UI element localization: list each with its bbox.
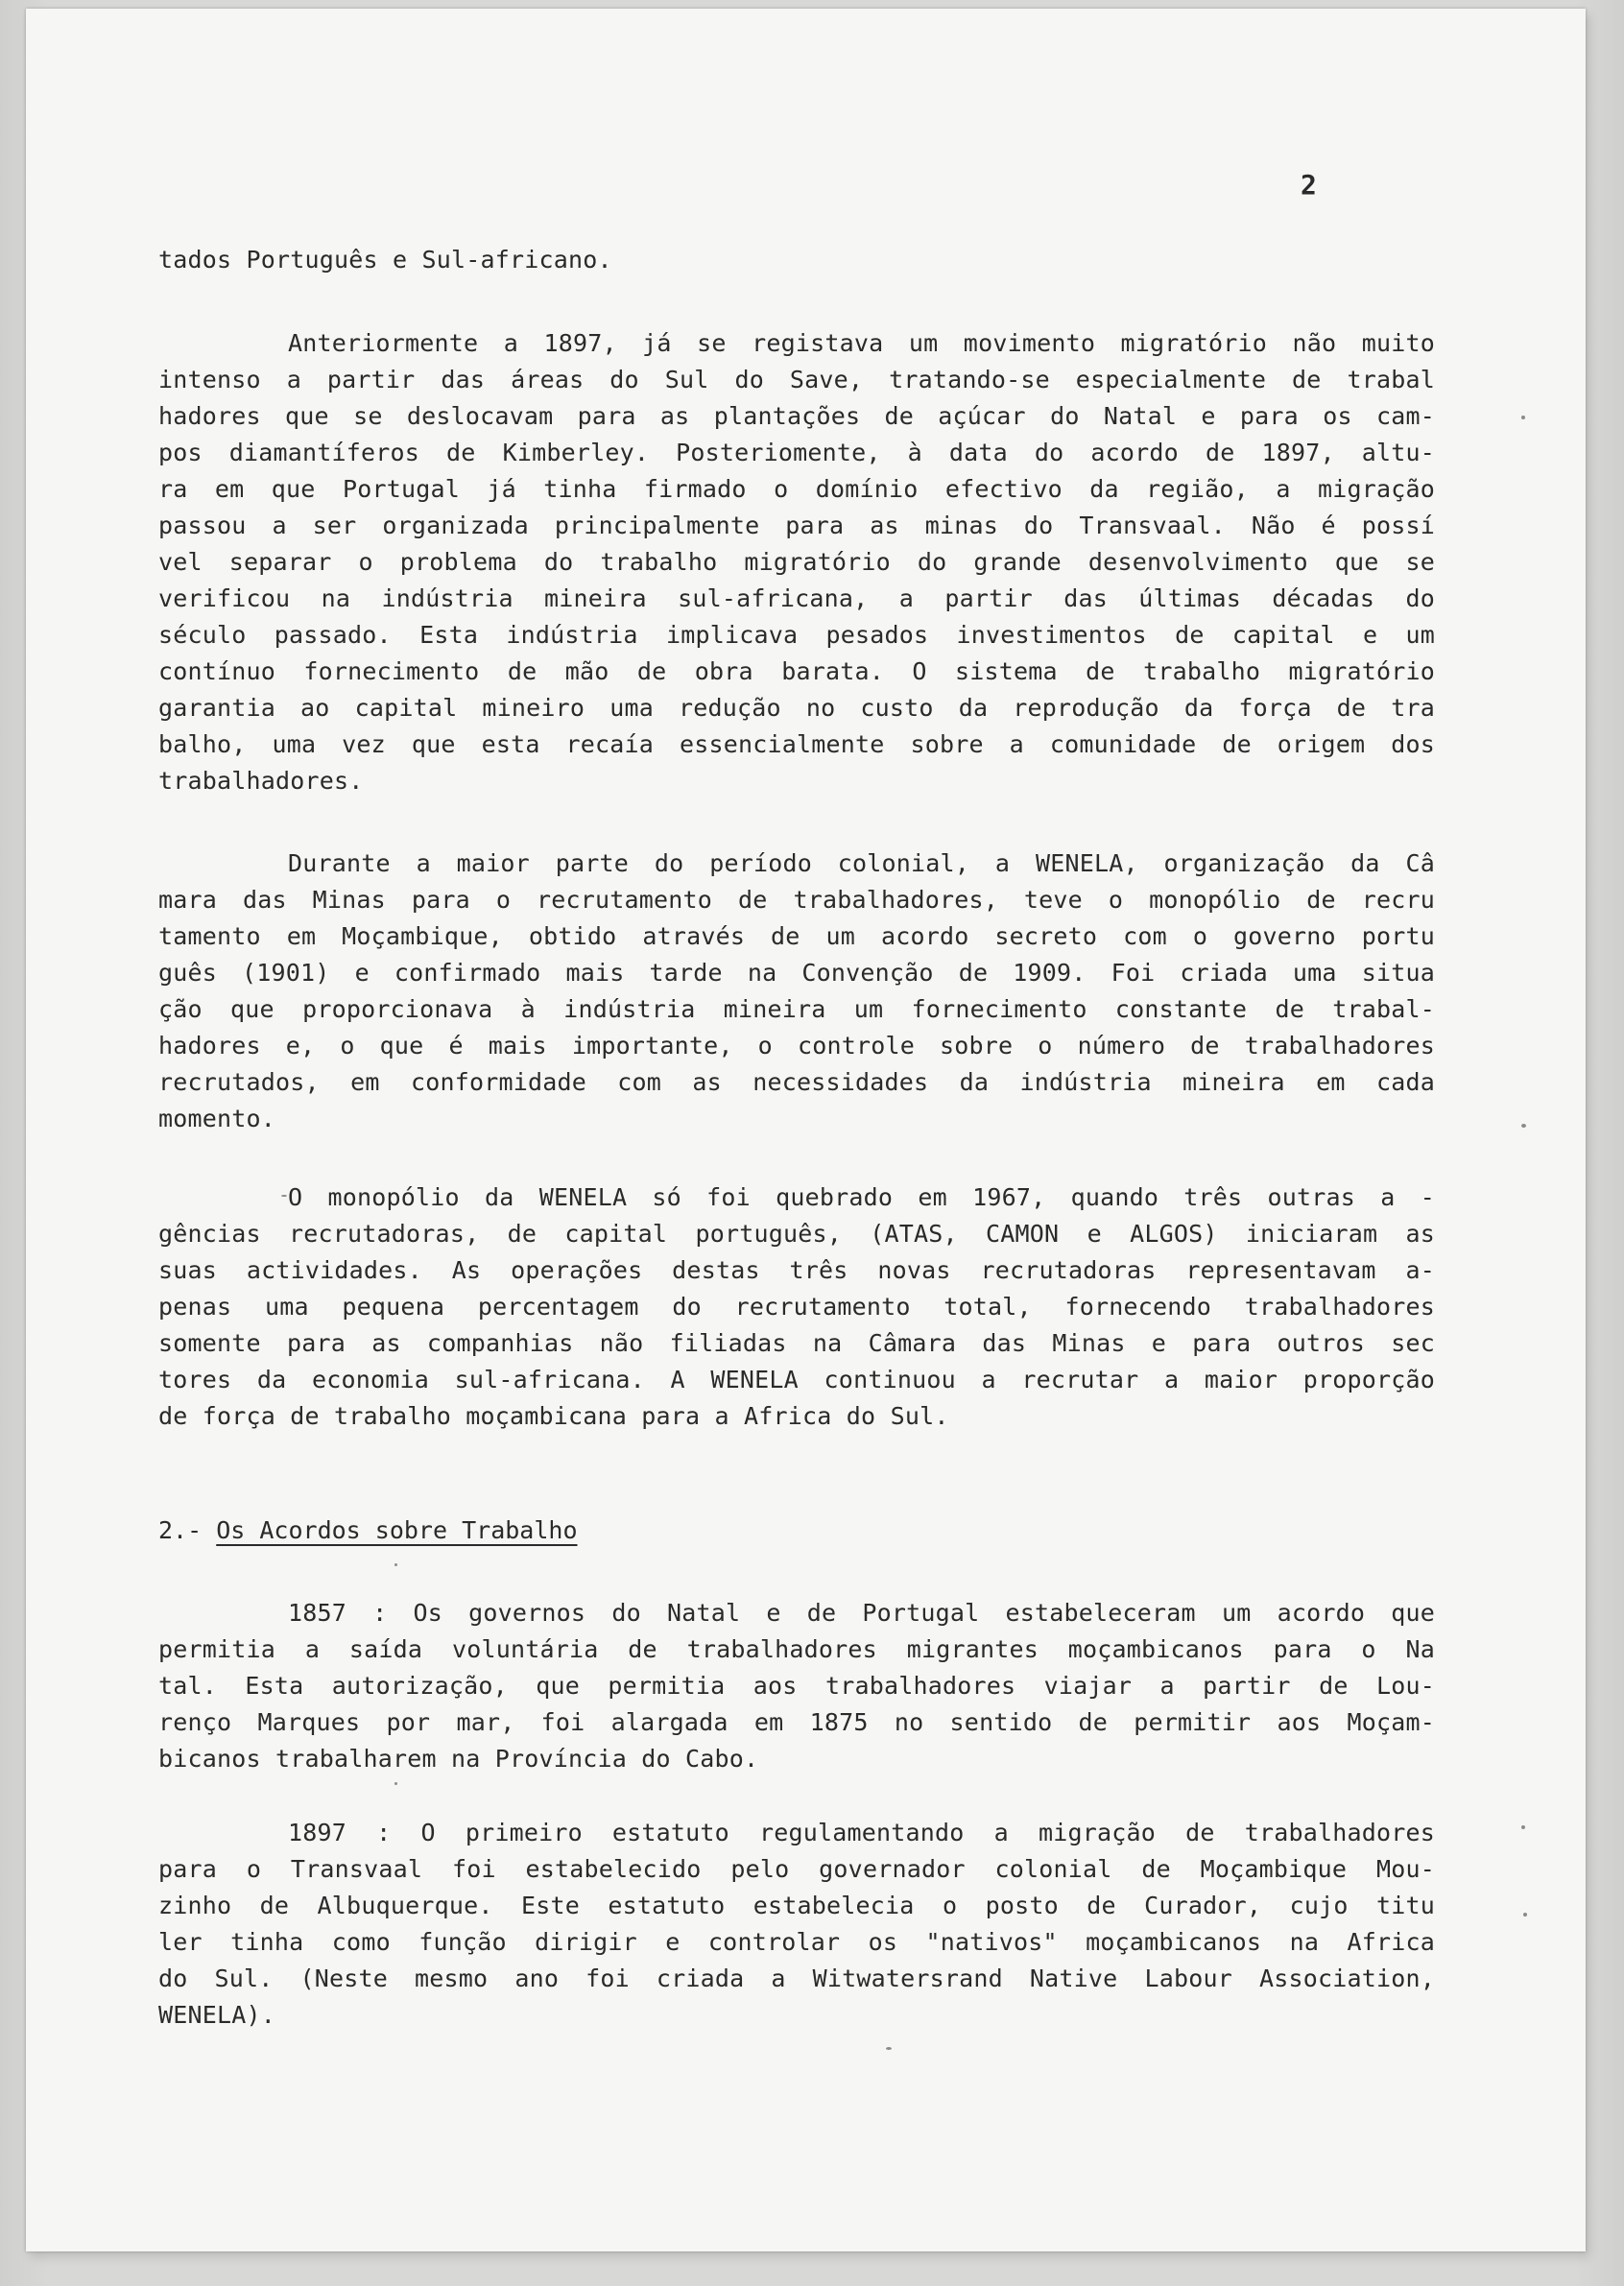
text-line: tores da economia sul-africana. A WENELA continuou a recrutar a maior proporção bbox=[158, 1366, 1435, 1393]
scan-speck bbox=[1521, 1825, 1525, 1829]
text-line: tamento em Moçambique, obtido através de um acordo secreto com o governo portu bbox=[158, 922, 1435, 950]
text-line: século passado. Esta indústria implicava pesados investimentos de capital e um bbox=[158, 621, 1435, 649]
text-line: verificou na indústria mineira sul-africana, a partir das últimas décadas do bbox=[158, 584, 1435, 612]
text-line: somente para as companhias não filiadas na Câmara das Minas e para outros sec bbox=[158, 1329, 1435, 1357]
section-number: 2.- bbox=[158, 1516, 203, 1544]
text-line: mara das Minas para o recrutamento de trabalhadores, teve o monopólio de recru bbox=[158, 886, 1435, 914]
agreement-1857 bbox=[158, 1595, 1435, 1777]
scan-speck bbox=[886, 2047, 892, 2050]
text-line: 1897 : O primeiro estatuto regulamentando a migração de trabalhadores bbox=[288, 1819, 1435, 1846]
text-line: momento. bbox=[158, 1105, 276, 1132]
section-heading bbox=[158, 1512, 578, 1549]
text-line: Anteriormente a 1897, já se registava um movimento migratório não muito bbox=[288, 329, 1435, 357]
text-line: hadores e, o que é mais importante, o controle sobre o número de trabalhadores bbox=[158, 1032, 1435, 1060]
text-line: pos diamantíferos de Kimberley. Posteriomente, à data do acordo de 1897, altu- bbox=[158, 439, 1435, 466]
section-title: Os Acordos sobre Trabalho bbox=[216, 1516, 578, 1544]
agreement-1897 bbox=[158, 1815, 1435, 2034]
text-line: zinho de Albuquerque. Este estatuto estabelecia o posto de Curador, cujo titu bbox=[158, 1892, 1435, 1919]
scan-speck bbox=[1521, 416, 1525, 419]
text-line: contínuo fornecimento de mão de obra barata. O sistema de trabalho migratório bbox=[158, 657, 1435, 685]
text-line: ler tinha como função dirigir e controlar os "nativos" moçambicanos na Africa bbox=[158, 1928, 1435, 1956]
text-line: suas actividades. As operações destas três novas recrutadoras representavam a- bbox=[158, 1256, 1435, 1284]
text-line: bicanos trabalharem na Província do Cabo. bbox=[158, 1745, 759, 1773]
text-line: de força de trabalho moçambicana para a Africa do Sul. bbox=[158, 1402, 949, 1430]
text-line: ra em que Portugal já tinha firmado o domínio efectivo da região, a migração bbox=[158, 475, 1435, 503]
paragraph-2 bbox=[158, 845, 1435, 1137]
paragraph-3 bbox=[158, 1179, 1435, 1435]
text-line: permitia a saída voluntária de trabalhadores migrantes moçambicanos para o Na bbox=[158, 1635, 1435, 1663]
paragraph-continuation bbox=[158, 242, 1435, 278]
text-line: renço Marques por mar, foi alargada em 1875 no sentido de permitir aos Moçam- bbox=[158, 1708, 1435, 1736]
paragraph-1 bbox=[158, 325, 1435, 799]
text-line: garantia ao capital mineiro uma redução no custo da reprodução da força de tra bbox=[158, 694, 1435, 722]
text-line: balho, uma vez que esta recaía essencialmente sobre a comunidade de origem dos bbox=[158, 730, 1435, 758]
scan-speck bbox=[394, 1563, 397, 1566]
document-page bbox=[26, 9, 1586, 2251]
scan-speck bbox=[281, 1195, 287, 1197]
text-line: intenso a partir das áreas do Sul do Save, tratando-se especialmente de trabal bbox=[158, 366, 1435, 393]
text-line: Durante a maior parte do período colonial, a WENELA, organização da Câ bbox=[288, 849, 1435, 877]
scan-speck bbox=[394, 1782, 397, 1785]
text-line: WENELA). bbox=[158, 2001, 276, 2029]
text-line: O monopólio da WENELA só foi quebrado em 1967, quando três outras a - bbox=[288, 1183, 1435, 1211]
text-line: para o Transvaal foi estabelecido pelo governador colonial de Moçambique Mou- bbox=[158, 1855, 1435, 1883]
text-line: passou a ser organizada principalmente para as minas do Transvaal. Não é possí bbox=[158, 512, 1435, 539]
text-line: trabalhadores. bbox=[158, 767, 364, 795]
scan-speck bbox=[1521, 1124, 1526, 1128]
text-line: vel separar o problema do trabalho migratório do grande desenvolvimento que se bbox=[158, 548, 1435, 576]
text-line: guês (1901) e confirmado mais tarde na Convenção de 1909. Foi criada uma situa bbox=[158, 959, 1435, 987]
text-line: recrutados, em conformidade com as necessidades da indústria mineira em cada bbox=[158, 1068, 1435, 1096]
page-number: 2 bbox=[1301, 169, 1317, 201]
text-line: ção que proporcionava à indústria mineira um fornecimento constante de trabal- bbox=[158, 995, 1435, 1023]
text-line: do Sul. (Neste mesmo ano foi criada a Witwatersrand Native Labour Association, bbox=[158, 1965, 1435, 1992]
text-line: tados Português e Sul-africano. bbox=[158, 246, 612, 274]
text-line: hadores que se deslocavam para as plantações de açúcar do Natal e para os cam- bbox=[158, 402, 1435, 430]
text-line: 1857 : Os governos do Natal e de Portugal estabeleceram um acordo que bbox=[288, 1599, 1435, 1627]
text-line: gências recrutadoras, de capital português, (ATAS, CAMON e ALGOS) iniciaram as bbox=[158, 1220, 1435, 1248]
scan-speck bbox=[1523, 1913, 1527, 1917]
text-line: penas uma pequena percentagem do recrutamento total, fornecendo trabalhadores bbox=[158, 1293, 1435, 1321]
text-line: tal. Esta autorização, que permitia aos trabalhadores viajar a partir de Lou- bbox=[158, 1672, 1435, 1700]
